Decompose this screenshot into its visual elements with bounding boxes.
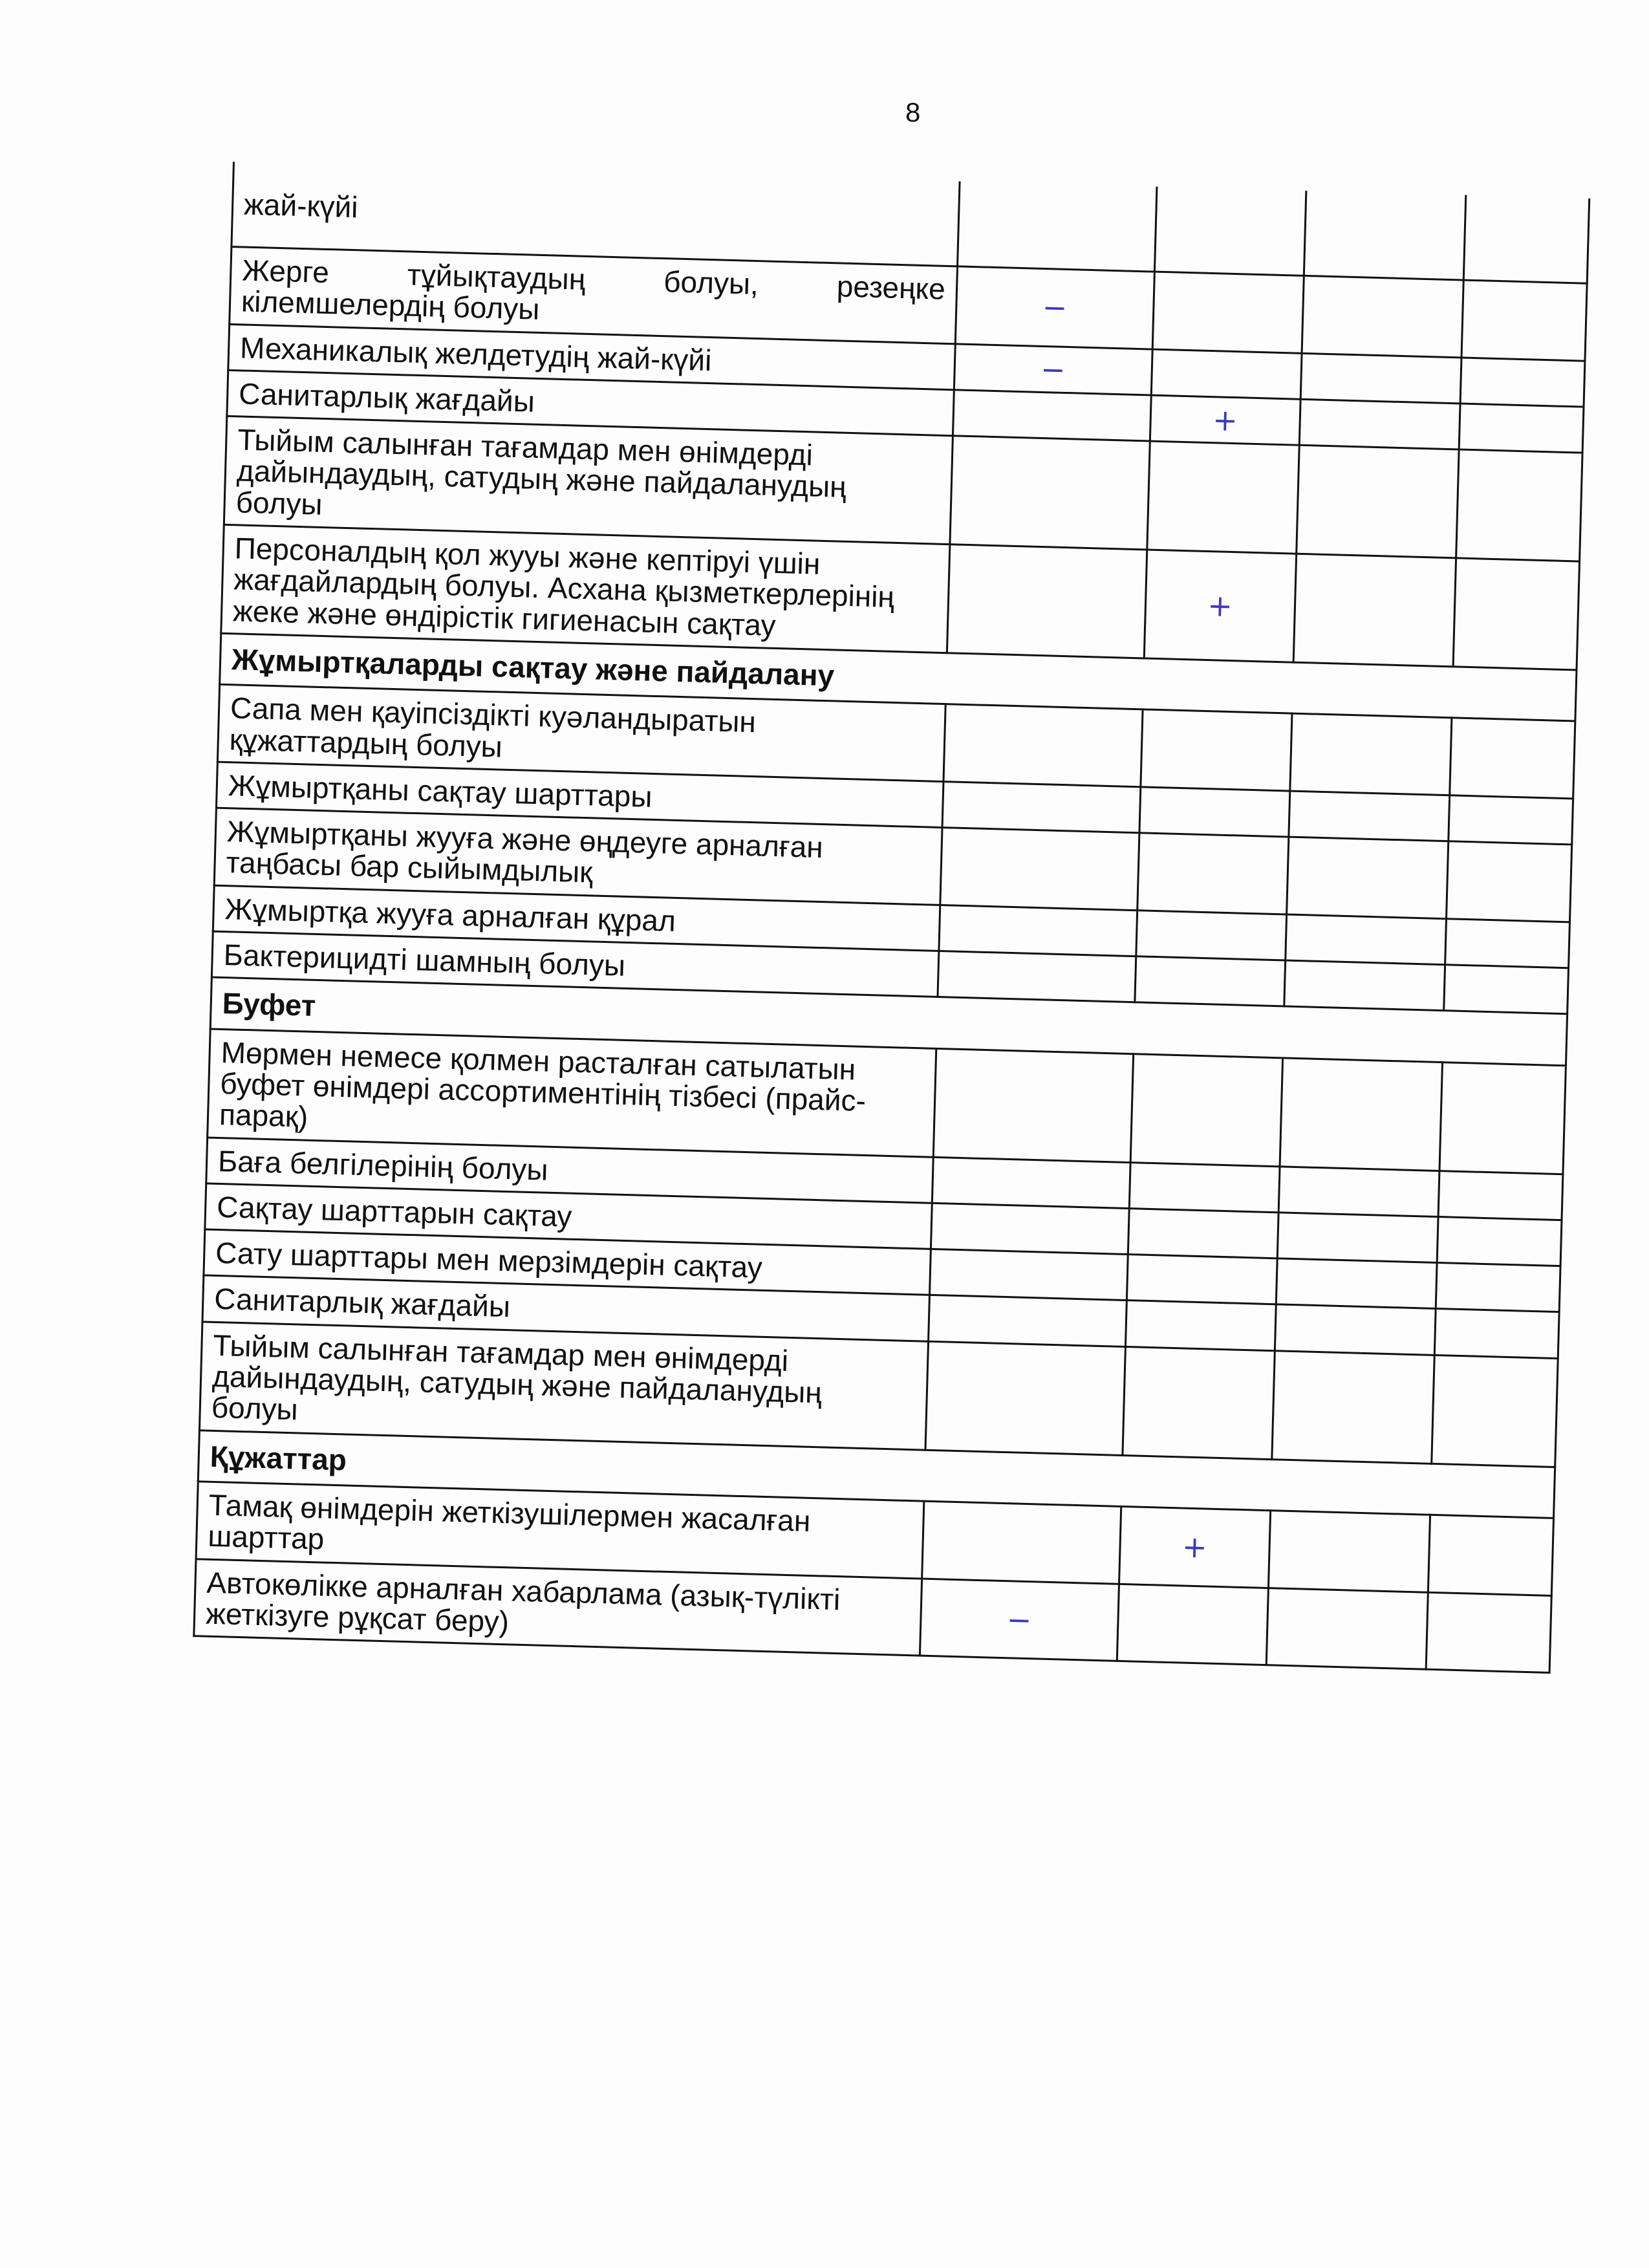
mark-cell-1[interactable]: − (954, 343, 1152, 395)
mark-cell-1[interactable] (957, 181, 1156, 272)
mark-cell-1[interactable] (921, 1501, 1121, 1584)
mark-cell-4[interactable] (1437, 1216, 1562, 1266)
mark-cell-3[interactable] (1290, 713, 1452, 795)
mark-cell-4[interactable] (1448, 795, 1573, 845)
mark-cell-3[interactable] (1280, 1058, 1442, 1171)
row-label: жай-күйі (232, 162, 960, 266)
mark-cell-4[interactable] (1445, 918, 1569, 967)
mark-cell-1[interactable] (939, 905, 1137, 956)
mark-cell-2[interactable]: + (1119, 1506, 1270, 1588)
mark-cell-3[interactable] (1287, 837, 1449, 918)
mark-cell-2[interactable] (1140, 709, 1291, 791)
row-label: Автокөлікке арналған хабарлама (азық-түлікті жеткізуге рұқсат беру) (194, 1559, 922, 1656)
mark-cell-1[interactable] (950, 436, 1150, 550)
mark-cell-3[interactable] (1286, 914, 1446, 965)
mark-cell-1[interactable] (940, 828, 1139, 911)
row-label: Санитарлық жағдайы (202, 1275, 929, 1341)
mark-cell-2[interactable] (1154, 187, 1306, 276)
mark-cell-2[interactable] (1139, 787, 1290, 837)
mark-cell-1[interactable] (931, 1203, 1129, 1255)
page-number: 8 (905, 97, 921, 127)
mark-cell-2[interactable] (1137, 833, 1288, 914)
row-label: Сапа мен қауіпсіздікті куәландыратын құжаттардың болуы (217, 685, 945, 782)
mark-cell-1[interactable] (953, 390, 1151, 442)
mark-cell-2[interactable] (1152, 272, 1304, 353)
mark-cell-4[interactable] (1460, 358, 1585, 407)
mark-cell-3[interactable] (1276, 1258, 1436, 1309)
section-title: Құжаттар (198, 1430, 1555, 1518)
row-label: Жұмыртқаны сақтау шарттары (216, 762, 943, 828)
mark-cell-1[interactable] (933, 1048, 1133, 1162)
mark-cell-1[interactable] (929, 1249, 1128, 1301)
row-label: Бактерицидті шамның болуы (211, 931, 938, 997)
mark-cell-1[interactable] (925, 1341, 1125, 1455)
mark-cell-1[interactable] (928, 1295, 1126, 1347)
row-label: Сату шарттары мен мерзімдерін сақтау (204, 1229, 931, 1295)
mark-cell-4[interactable] (1431, 1355, 1558, 1467)
mark-cell-3[interactable] (1293, 554, 1456, 667)
mark-cell-2[interactable] (1136, 910, 1286, 960)
row-label: Жерге тұйықтаудың болуы, резеңке кілемшелердің болуы (230, 246, 958, 343)
mark-cell-4[interactable] (1461, 280, 1588, 361)
mark-cell-3[interactable] (1275, 1304, 1435, 1355)
mark-cell-4[interactable] (1436, 1263, 1560, 1312)
mark-cell-4[interactable] (1438, 1171, 1563, 1220)
row-label: Жұмыртқаны жууға және өңдеуге арналған таңбасы бар сыйымдылық (214, 808, 942, 905)
mark-cell-4[interactable] (1456, 449, 1582, 561)
row-label: Тыйым салынған тағамдар мен өнімдерді дайындаудың, сатудың және пайдаланудың болуы (199, 1322, 928, 1450)
mark-cell-2[interactable] (1123, 1346, 1275, 1459)
mark-cell-2[interactable] (1151, 349, 1302, 400)
mark-cell-2[interactable]: + (1150, 395, 1300, 446)
mark-cell-3[interactable] (1302, 275, 1463, 357)
mark-cell-2[interactable] (1129, 1162, 1280, 1213)
row-label: Тыйым салынған тағамдар мен өнімдерді дайындаудың, сатудың және пайдаланудың болуы (224, 416, 953, 545)
section-title: Жұмыртқаларды сақтау және пайдалану (220, 633, 1577, 721)
checklist-table (193, 162, 1590, 1674)
row-label: Баға белгілерінің болуы (206, 1138, 933, 1204)
mark-cell-3[interactable] (1272, 1350, 1434, 1463)
mark-cell-4[interactable] (1459, 404, 1584, 453)
mark-cell-3[interactable] (1284, 960, 1445, 1011)
mark-cell-4[interactable] (1439, 1062, 1566, 1174)
mark-cell-4[interactable] (1453, 558, 1580, 670)
mark-cell-4[interactable] (1463, 195, 1590, 284)
mark-cell-3[interactable] (1289, 791, 1449, 841)
mark-cell-3[interactable] (1299, 399, 1460, 449)
mark-cell-2[interactable] (1134, 956, 1285, 1007)
section-title: Буфет (210, 977, 1567, 1065)
mark-cell-4[interactable] (1443, 965, 1568, 1014)
mark-cell-2[interactable]: + (1144, 550, 1297, 662)
row-label: Мөрмен немесе қолмен расталған сатылатын буфет өнімдері ассортиментінің тізбесі (прайс-парақ) (208, 1029, 936, 1157)
row-label: Сақтау шарттарын сақтау (205, 1183, 932, 1249)
mark-cell-4[interactable] (1428, 1515, 1554, 1595)
row-label: Тамақ өнімдерін жеткізушілермен жасалған шарттар (196, 1482, 924, 1579)
mark-cell-1[interactable]: − (920, 1579, 1119, 1661)
mark-cell-3[interactable] (1297, 445, 1459, 558)
mark-cell-2[interactable] (1125, 1301, 1276, 1351)
mark-cell-1[interactable]: − (955, 266, 1154, 349)
row-label: Персоналдың қол жууы және кептіруі үшін жағдайлардың болуы. Асхана қызметкерлерінің жеке және өндірістік гигиенасын сақтау (221, 524, 950, 653)
mark-cell-4[interactable] (1449, 718, 1575, 799)
mark-cell-2[interactable] (1128, 1208, 1278, 1258)
mark-cell-3[interactable] (1268, 1511, 1430, 1592)
mark-cell-3[interactable] (1266, 1588, 1428, 1669)
row-label: Механикалық желдетудің жай-күйі (228, 324, 955, 390)
mark-cell-2[interactable] (1130, 1053, 1283, 1166)
mark-cell-3[interactable] (1277, 1213, 1438, 1263)
mark-cell-3[interactable] (1304, 191, 1465, 280)
row-label: Жұмыртқа жууға арналған құрал (213, 885, 940, 951)
mark-cell-1[interactable] (942, 781, 1141, 833)
mark-cell-1[interactable] (938, 951, 1136, 1003)
mark-cell-4[interactable] (1426, 1592, 1552, 1673)
mark-cell-2[interactable] (1147, 441, 1299, 554)
mark-cell-1[interactable] (943, 704, 1143, 787)
mark-cell-2[interactable] (1126, 1255, 1277, 1305)
mark-cell-3[interactable] (1278, 1166, 1439, 1216)
mark-cell-2[interactable] (1117, 1584, 1268, 1665)
mark-cell-1[interactable] (932, 1157, 1130, 1209)
mark-cell-3[interactable] (1300, 353, 1461, 404)
mark-cell-1[interactable] (947, 545, 1147, 658)
mark-cell-4[interactable] (1446, 841, 1572, 922)
row-label: Санитарлық жағдайы (227, 370, 954, 436)
mark-cell-4[interactable] (1434, 1309, 1559, 1358)
